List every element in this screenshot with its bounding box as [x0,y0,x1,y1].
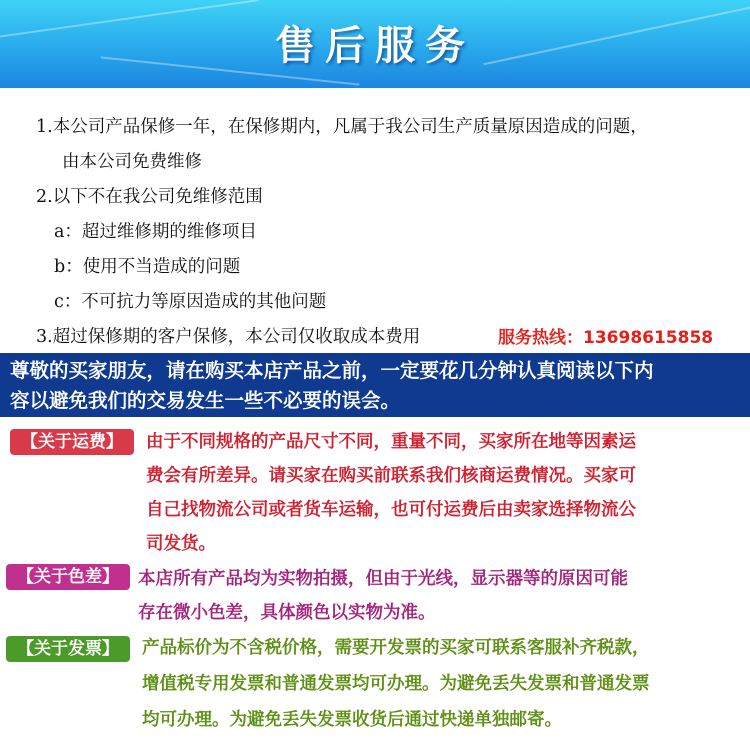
invoice-line-3: 均可办理。为避免丢失发票收货后通过快递单独邮寄。 [142,710,562,730]
invoice-badge: 【关于发票】 [6,636,130,662]
term-item-2c: c：不可抗力等原因造成的其他问题 [54,292,327,312]
term-item-1: 1.本公司产品保修一年，在保修期内，凡属于我公司生产质量原因造成的问题， [36,117,648,137]
term-item-1-cont: 由本公司免费维修 [62,152,202,172]
term-item-3: 3.超过保修期的客户保修，本公司仅收取成本费用 [36,327,421,347]
color-line-1: 本店所有产品均为实物拍摄，但由于光线，显示器等的原因可能 [138,569,628,589]
color-line-2: 存在微小色差，具体颜色以实物为准。 [138,603,436,623]
service-hotline: 服务热线：13698615858 [498,328,714,348]
term-item-2: 2.以下不在我公司免维修范围 [36,187,263,207]
invoice-line-2: 增值税专用发票和普通发票均可办理。为避免丢失发票和普通发票 [142,674,650,694]
header-banner [0,0,750,88]
shipping-badge: 【关于运费】 [10,429,134,455]
term-item-2a: a：超过维修期的维修项目 [54,222,257,242]
shipping-line-1: 由于不同规格的产品尺寸不同，重量不同，买家所在地等因素运 [146,432,636,452]
shipping-line-3: 自己找物流公司或者货车运输，也可付运费后由卖家选择物流公 [146,500,636,520]
notice-line-2: 容以避免我们的交易发生一些不必要的误会。 [10,389,401,412]
invoice-line-1: 产品标价为不含税价格，需要开发票的买家可联系客服补齐税款， [142,638,650,658]
term-item-2b: b：使用不当造成的问题 [54,257,241,277]
notice-box [0,353,750,417]
shipping-line-4: 司发货。 [146,534,216,554]
notice-line-1: 尊敬的买家朋友，请在购买本店产品之前，一定要花几分钟认真阅读以下内 [10,359,654,382]
shipping-line-2: 费会有所差异。请买家在购买前联系我们核商运费情况。买家可 [146,466,636,486]
page-title: 售后服务 [275,22,475,69]
color-badge: 【关于色差】 [6,564,130,590]
